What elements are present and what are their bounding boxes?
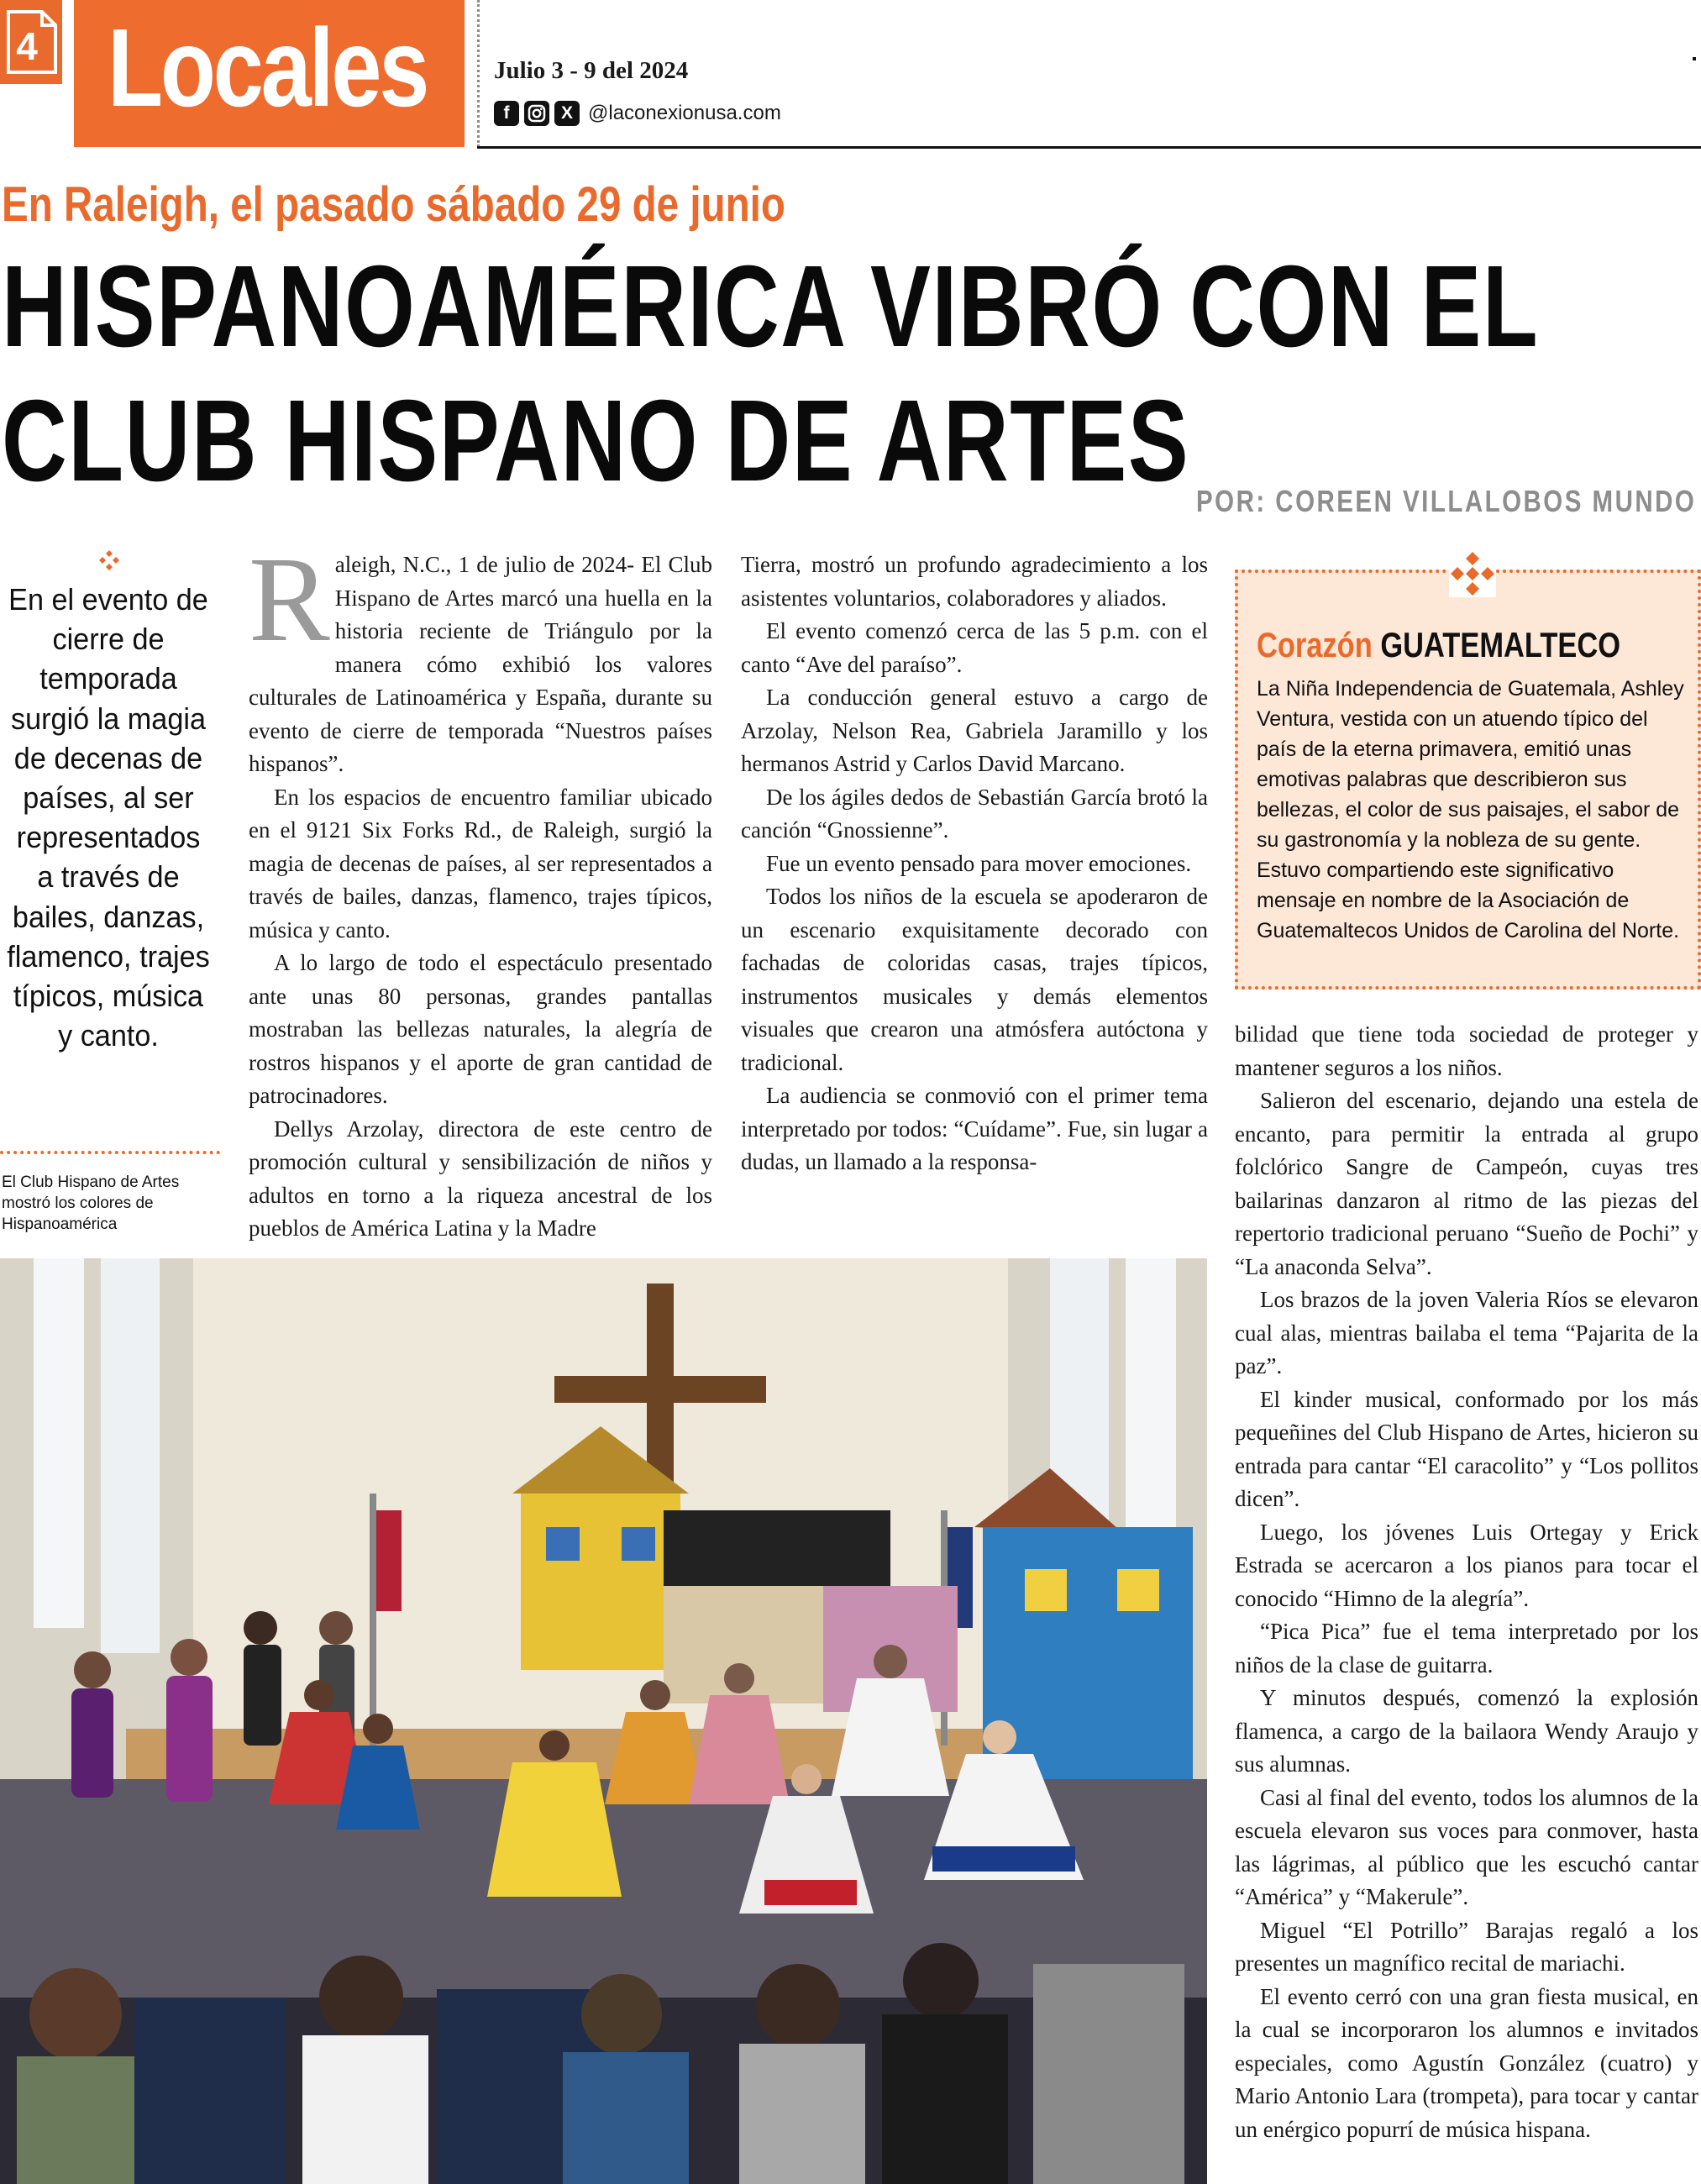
headline-line-2: CLUB HISPANO DE ARTES [2,376,1190,506]
paragraph: Todos los niños de la escuela se apoderaron de un escenario exquisitamente decorado con fachadas de coloridas casas, trajes típicos, instrumentos musicales y demás elementos visuales que crearon una atmósfera autóctona y tradicional. [741,884,1208,1075]
sidebar-title-part2: GUATEMALTECO [1380,625,1621,664]
paragraph [249,533,712,781]
paragraph: El evento comenzó cerca de las 5 p.m. con el canto “Ave del paraíso”. [741,618,1208,677]
corner-mark [1693,57,1696,60]
section-name: Locales [108,6,428,129]
caption-rule [0,1151,220,1154]
diamond-ornament-icon [99,550,119,570]
section-banner [74,0,465,147]
sidebar-title [1257,625,1620,665]
article-column-3 [1235,1018,1698,2146]
paragraph: La audiencia se conmovió con el primer tema interpretado por todos: “Cuídame”. Fue, sin lugar a dudas, un llamado a la responsa- [741,1083,1208,1174]
photo-caption: El Club Hispano de Artes mostró los colores de Hispanoamérica [2,1173,180,1233]
paragraph: En los espacios de encuentro familiar ubicado en el 9121 Six Forks Rd., de Raleigh, surgió la magia de decenas de países, al ser representados a través de bailes, danzas, flamenco, trajes típicos, música y canto. [249,784,712,942]
paragraph: Luego, los jóvenes Luis Ortegay y Erick Estrada se acercaron a los pianos para tocar el conocido “Himno de la alegría”. [1235,1519,1698,1611]
paragraph: El evento cerró con una gran fiesta musical, en la cual se incorporaron los alumnos e invitados especiales, como Agustín González (cuatro) y Mario Antonio Lara (trompeta), para tocar y cantar un enérgico popurrí de música hispana. [1235,1983,1698,2142]
paragraph: El kinder musical, conformado por los más pequeñines del Club Hispano de Artes, hicieron su entrada para cantar “El caracolito” y “Los pollitos dicen”. [1235,1386,1698,1511]
drop-cap: R [249,533,330,667]
header-rule [477,146,1701,149]
instagram-icon[interactable] [524,101,549,126]
paragraph: A lo largo de todo el espectáculo presentado ante unas 80 personas, grandes pantallas mostraban las bellezas naturales, la alegría de rostros hispanos y el aporte de gran cantidad de patrocinadores. [249,950,712,1108]
headline-line-1: HISPANOAMÉRICA VIBRÓ CON EL [2,242,1540,371]
sidebar-title-part1: Corazón [1257,625,1373,664]
article-kicker: En Raleigh, el pasado sábado 29 de junio [2,177,785,232]
social-row [494,101,781,126]
paragraph: Fue un evento pensado para mover emociones. [766,850,1192,876]
paragraph: Tierra, mostró un profundo agradecimiento a los asistentes voluntarios, colaboradores y aliados. [741,552,1208,611]
paragraph: Los brazos de la joven Valeria Ríos se elevaron cual alas, mientras bailaba el tema “Pajarita de la paz”. [1235,1287,1698,1378]
paragraph: Y minutos después, comenzó la explosión flamenca, a cargo de la bailaora Wendy Araujo y sus alumnas. [1235,1685,1698,1777]
paragraph: De los ágiles dedos de Sebastián García brotó la canción “Gnossienne”. [741,784,1208,843]
header-divider [477,0,480,147]
social-handle[interactable]: @laconexionusa.com [588,102,781,124]
article-headline [2,239,1539,508]
x-icon[interactable]: X [554,101,580,126]
paragraph: Miguel “El Potrillo” Barajas regaló a los presentes un magnífico recital de mariachi. [1235,1917,1698,1976]
event-photo-illustration [0,1258,1207,2184]
sidebar-text: La Niña Independencia de Guatemala, Ashley Ventura, vestida con un atuendo típico del país de la eterna primavera, emitió unas emotivas palabras que describieron sus bellezas, el color de sus paisajes, el sabor de su gastronomía y la nobleza de su gente. Estuvo compartiendo este significativo mensaje en nombre de la Asociación de Guatemaltecos Unidos de Carolina del Norte. [1257,677,1684,942]
facebook-icon[interactable]: f [494,101,519,126]
article-byline: POR: COREEN VILLALOBOS MUNDO [1196,484,1697,518]
paragraph: “Pica Pica” fue el tema interpretado por los niños de la clase de guitarra. [1235,1619,1698,1677]
page-number: 4 [16,24,38,68]
paragraph: bilidad que tiene toda sociedad de proteger y mantener seguros a los niños. [1235,1021,1698,1080]
paragraph: La conducción general estuvo a cargo de Arzolay, Nelson Rea, Gabriela Jaramillo y los hermanos Astrid y Carlos David Marcano. [741,685,1208,776]
diamond-ornament-icon [1449,550,1496,597]
paragraph: Casi al final del evento, todos los alumnos de la escuela elevaron sus voces para conmover, hasta las lágrimas, al público que les escuchó cantar “América” y “Makerule”. [1235,1784,1698,1909]
paragraph: Salieron del escenario, dejando una estela de encanto, para permitir la entrada al grupo folclórico Sangre de Campeón, cuyas tres bailarinas danzaron al ritmo de las piezas del repertorio tradicional peruano “Sueño de Pochi” y “La anaconda Selva”. [1235,1088,1698,1279]
paragraph: Dellys Arzolay, directora de este centro de promoción cultural y sensibilización de niños y adultos en torno a la riqueza ancestral de los pueblos de América Latina y la Madre [249,1116,712,1241]
pull-quote: En el evento de cierre de temporada surgió la magia de decenas de países, al ser representados a través de bailes, danzas, flamenco, trajes típicos, música y canto. [7,582,210,1053]
page-number-tab [0,0,62,84]
article-column-2 [741,549,1208,1179]
event-photo [0,1258,1207,2184]
article-column-1 [249,533,712,1246]
issue-date: Julio 3 - 9 del 2024 [494,57,689,84]
sidebar-box [1235,570,1701,990]
paragraph-text: aleigh, N.C., 1 de julio de 2024- El Club Hispano de Artes marcó una huella en la historia reciente de Triángulo por la manera cómo exhibió los valores culturales de Latinoamérica y España, durante su evento de cierre de temporada “Nuestros países hispanos”. [249,552,712,776]
